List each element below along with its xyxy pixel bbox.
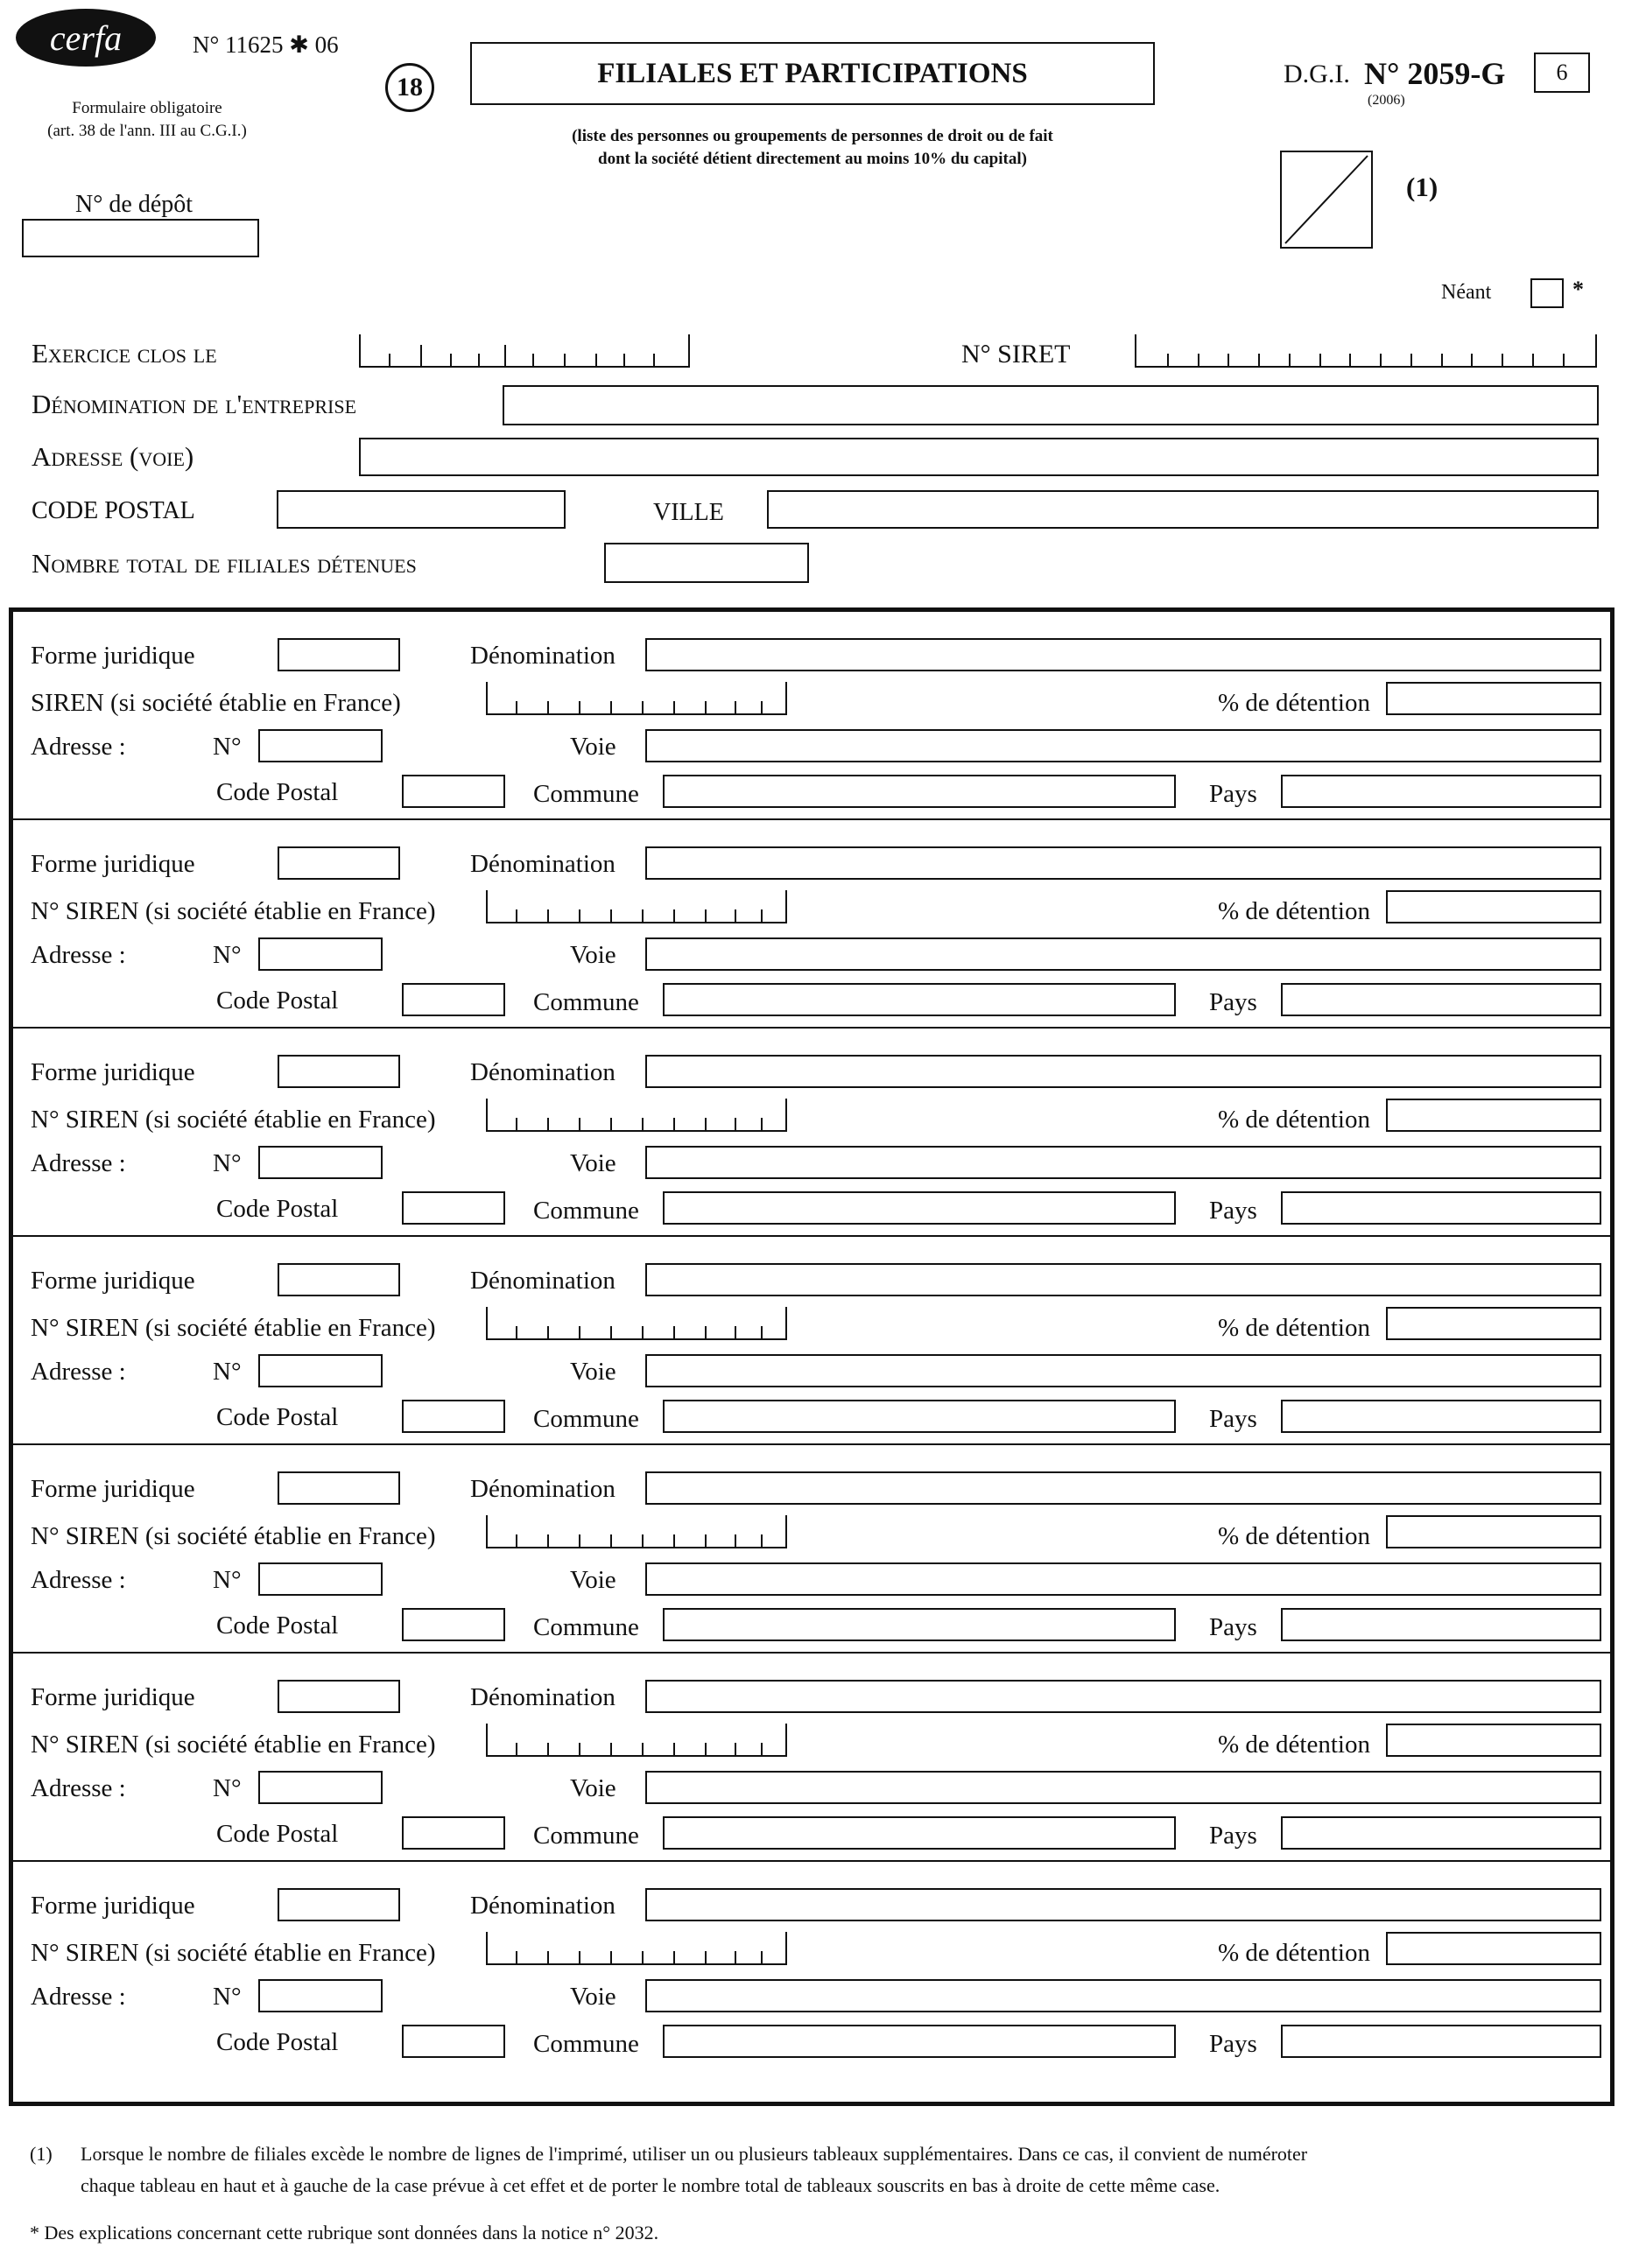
filiale-block xyxy=(13,1237,1610,1445)
page-number-box xyxy=(1534,53,1590,93)
denomination-input[interactable] xyxy=(645,1263,1601,1296)
siren-label: SIREN (si société établie en France) xyxy=(31,689,401,717)
pays-input[interactable] xyxy=(1281,775,1601,808)
form-year: (2006) xyxy=(1368,93,1405,108)
code-postal-input[interactable] xyxy=(402,775,505,808)
denomination-input[interactable] xyxy=(645,1680,1601,1713)
siret-field[interactable] xyxy=(1135,334,1597,368)
detention-label: % de détention xyxy=(1218,897,1370,925)
forme-juridique-label: Forme juridique xyxy=(31,1267,195,1295)
commune-input[interactable] xyxy=(663,1608,1176,1641)
code-postal-input[interactable] xyxy=(402,2025,505,2058)
voie-label: Voie xyxy=(570,1774,616,1802)
detention-label: % de détention xyxy=(1218,1731,1370,1759)
denomination-input[interactable] xyxy=(645,1471,1601,1505)
detention-input[interactable] xyxy=(1386,890,1601,923)
neant-label: Néant xyxy=(1441,281,1492,304)
adresse-voie-label: Adresse (voie) xyxy=(32,441,194,472)
forme-juridique-label: Forme juridique xyxy=(31,850,195,878)
detention-input[interactable] xyxy=(1386,1307,1601,1340)
numero-input[interactable] xyxy=(258,1771,383,1804)
ville-label: VILLE xyxy=(653,499,724,526)
pays-label: Pays xyxy=(1209,2030,1257,2058)
detention-input[interactable] xyxy=(1386,1515,1601,1548)
forme-juridique-input[interactable] xyxy=(278,1680,400,1713)
code-postal-label: Code Postal xyxy=(216,1403,339,1431)
form-number: 18 xyxy=(397,73,423,102)
ville-input[interactable] xyxy=(767,490,1599,529)
cerfa-logo-text: cerfa xyxy=(49,18,123,58)
pays-label: Pays xyxy=(1209,988,1257,1016)
detention-input[interactable] xyxy=(1386,1724,1601,1757)
adresse-label: Adresse : xyxy=(31,733,126,761)
neant-star: * xyxy=(1572,277,1584,302)
detention-label: % de détention xyxy=(1218,1106,1370,1134)
pays-input[interactable] xyxy=(1281,1400,1601,1433)
pays-label: Pays xyxy=(1209,1822,1257,1850)
siren-label: N° SIREN (si société établie en France) xyxy=(31,1522,436,1550)
denomination-label: Dénomination xyxy=(470,1475,616,1503)
detention-input[interactable] xyxy=(1386,1099,1601,1132)
denomination-entreprise-label: Dénomination de l'entreprise xyxy=(32,389,357,419)
voie-label: Voie xyxy=(570,1566,616,1594)
forme-juridique-label: Forme juridique xyxy=(31,1058,195,1086)
adresse-label: Adresse : xyxy=(31,1983,126,2011)
commune-input[interactable] xyxy=(663,1816,1176,1850)
star-footnote: * Des explications concernant cette rubrique sont données dans la notice n° 2032. xyxy=(30,2222,659,2243)
code-postal-input[interactable] xyxy=(402,1400,505,1433)
table-count-box[interactable] xyxy=(1280,151,1373,249)
code-postal-label: Code Postal xyxy=(216,2028,339,2056)
dgi-prefix: D.G.I. xyxy=(1284,60,1350,88)
exercice-date-field[interactable] xyxy=(359,334,690,368)
siren-field[interactable] xyxy=(486,1932,787,1965)
siret-label: N° SIRET xyxy=(961,340,1071,369)
commune-input[interactable] xyxy=(663,775,1176,808)
siren-field[interactable] xyxy=(486,682,787,715)
company-code-postal-label: CODE POSTAL xyxy=(32,497,195,524)
siren-field[interactable] xyxy=(486,1307,787,1340)
siren-field[interactable] xyxy=(486,1724,787,1757)
numero-label: N° xyxy=(213,1983,242,2011)
note-marker: (1) xyxy=(1406,172,1439,202)
denomination-label: Dénomination xyxy=(470,1683,616,1711)
code-postal-label: Code Postal xyxy=(216,1195,339,1223)
filiale-block xyxy=(13,1654,1610,1862)
forme-juridique-label: Forme juridique xyxy=(31,1475,195,1503)
code-postal-label: Code Postal xyxy=(216,778,339,806)
footnote-line-2: chaque tableau en haut et à gauche de la case prévue à cet effet et de porter le nombre total de tableaux souscrits en bas à droite de cette même case. xyxy=(81,2174,1220,2196)
denomination-label: Dénomination xyxy=(470,1267,616,1295)
filiale-block xyxy=(13,1445,1610,1654)
numero-label: N° xyxy=(213,941,242,969)
siren-field[interactable] xyxy=(486,1099,787,1132)
voie-input[interactable] xyxy=(645,937,1601,971)
voie-input[interactable] xyxy=(645,729,1601,762)
numero-label: N° xyxy=(213,1358,242,1386)
denomination-input[interactable] xyxy=(645,1055,1601,1088)
voie-label: Voie xyxy=(570,733,616,761)
numero-label: N° xyxy=(213,1149,242,1177)
voie-label: Voie xyxy=(570,1358,616,1386)
pays-label: Pays xyxy=(1209,1197,1257,1225)
pays-label: Pays xyxy=(1209,1405,1257,1433)
exercice-label: Exercice clos le xyxy=(32,338,217,369)
numero-input[interactable] xyxy=(258,1979,383,2012)
forme-juridique-input[interactable] xyxy=(278,1471,400,1505)
commune-label: Commune xyxy=(533,1405,639,1433)
forme-juridique-input[interactable] xyxy=(278,638,400,671)
detention-label: % de détention xyxy=(1218,1522,1370,1550)
cerfa-logo xyxy=(16,9,156,67)
forme-juridique-label: Forme juridique xyxy=(31,1892,195,1920)
pays-input[interactable] xyxy=(1281,2025,1601,2058)
mandatory-line-2: (art. 38 de l'ann. III au C.G.I.) xyxy=(47,122,247,140)
page-number: 6 xyxy=(1556,60,1568,85)
diagonal-slash-icon xyxy=(1282,152,1371,247)
dgi-number: N° 2059-G xyxy=(1364,56,1506,91)
denomination-label: Dénomination xyxy=(470,850,616,878)
adresse-label: Adresse : xyxy=(31,1149,126,1177)
total-filiales-input[interactable] xyxy=(604,543,809,583)
siren-label: N° SIREN (si société établie en France) xyxy=(31,1731,436,1759)
commune-label: Commune xyxy=(533,780,639,808)
numero-label: N° xyxy=(213,1566,242,1594)
code-postal-label: Code Postal xyxy=(216,1611,339,1640)
commune-label: Commune xyxy=(533,1822,639,1850)
voie-input[interactable] xyxy=(645,1146,1601,1179)
denomination-label: Dénomination xyxy=(470,1892,616,1920)
denomination-entreprise-input[interactable] xyxy=(503,385,1599,425)
forme-juridique-input[interactable] xyxy=(278,846,400,880)
code-postal-label: Code Postal xyxy=(216,1820,339,1848)
denomination-input[interactable] xyxy=(645,1888,1601,1921)
depot-input[interactable] xyxy=(22,219,259,257)
commune-label: Commune xyxy=(533,1613,639,1641)
voie-input[interactable] xyxy=(645,1979,1601,2012)
form-number-circle xyxy=(385,63,434,112)
voie-input[interactable] xyxy=(645,1354,1601,1387)
numero-input[interactable] xyxy=(258,729,383,762)
filiales-table xyxy=(9,607,1614,2106)
depot-label: N° de dépôt xyxy=(75,191,193,218)
voie-label: Voie xyxy=(570,941,616,969)
commune-label: Commune xyxy=(533,1197,639,1225)
numero-label: N° xyxy=(213,1774,242,1802)
adresse-label: Adresse : xyxy=(31,1774,126,1802)
detention-input[interactable] xyxy=(1386,682,1601,715)
voie-label: Voie xyxy=(570,1149,616,1177)
adresse-label: Adresse : xyxy=(31,1566,126,1594)
filiale-block xyxy=(13,612,1610,820)
commune-input[interactable] xyxy=(663,2025,1176,2058)
code-postal-input[interactable] xyxy=(402,983,505,1016)
denomination-label: Dénomination xyxy=(470,642,616,670)
company-code-postal-input[interactable] xyxy=(277,490,566,529)
voie-input[interactable] xyxy=(645,1562,1601,1596)
footnote-marker: (1) xyxy=(30,2143,53,2165)
detention-label: % de détention xyxy=(1218,1939,1370,1967)
commune-input[interactable] xyxy=(663,1191,1176,1225)
commune-input[interactable] xyxy=(663,983,1176,1016)
denomination-input[interactable] xyxy=(645,846,1601,880)
cerfa-number: N° 11625 ✱ 06 xyxy=(193,32,339,58)
code-postal-input[interactable] xyxy=(402,1191,505,1225)
page-title: FILIALES ET PARTICIPATIONS xyxy=(597,58,1028,89)
siren-field[interactable] xyxy=(486,890,787,923)
detention-input[interactable] xyxy=(1386,1932,1601,1965)
pays-input[interactable] xyxy=(1281,1191,1601,1225)
adresse-voie-input[interactable] xyxy=(359,438,1599,476)
commune-label: Commune xyxy=(533,988,639,1016)
title-box xyxy=(470,42,1155,105)
forme-juridique-input[interactable] xyxy=(278,1263,400,1296)
pays-label: Pays xyxy=(1209,1613,1257,1641)
numero-input[interactable] xyxy=(258,1354,383,1387)
mandatory-line-1: Formulaire obligatoire xyxy=(72,99,222,117)
numero-input[interactable] xyxy=(258,1562,383,1596)
pays-input[interactable] xyxy=(1281,1816,1601,1850)
commune-label: Commune xyxy=(533,2030,639,2058)
forme-juridique-label: Forme juridique xyxy=(31,1683,195,1711)
forme-juridique-input[interactable] xyxy=(278,1055,400,1088)
voie-input[interactable] xyxy=(645,1771,1601,1804)
forme-juridique-label: Forme juridique xyxy=(31,642,195,670)
detention-label: % de détention xyxy=(1218,1314,1370,1342)
siren-label: N° SIREN (si société établie en France) xyxy=(31,1939,436,1967)
code-postal-input[interactable] xyxy=(402,1608,505,1641)
code-postal-label: Code Postal xyxy=(216,987,339,1015)
numero-input[interactable] xyxy=(258,937,383,971)
forme-juridique-input[interactable] xyxy=(278,1888,400,1921)
code-postal-input[interactable] xyxy=(402,1816,505,1850)
detention-label: % de détention xyxy=(1218,689,1370,717)
footnote-line-1: Lorsque le nombre de filiales excède le nombre de lignes de l'imprimé, utiliser un ou plusieurs tableaux supplémentaires. Dans ce cas, il convient de numéroter xyxy=(81,2143,1308,2165)
filiale-block xyxy=(13,1862,1610,2070)
siren-label: N° SIREN (si société établie en France) xyxy=(31,897,436,925)
numero-label: N° xyxy=(213,733,242,761)
commune-input[interactable] xyxy=(663,1400,1176,1433)
filiale-block xyxy=(13,1029,1610,1237)
pays-input[interactable] xyxy=(1281,1608,1601,1641)
siren-label: N° SIREN (si société établie en France) xyxy=(31,1314,436,1342)
denomination-input[interactable] xyxy=(645,638,1601,671)
voie-label: Voie xyxy=(570,1983,616,2011)
siren-field[interactable] xyxy=(486,1515,787,1548)
pays-label: Pays xyxy=(1209,780,1257,808)
filiale-block xyxy=(13,820,1610,1029)
pays-input[interactable] xyxy=(1281,983,1601,1016)
denomination-label: Dénomination xyxy=(470,1058,616,1086)
neant-checkbox[interactable] xyxy=(1530,278,1564,308)
subtitle-line-2: dont la société détient directement au moins 10% du capital) xyxy=(598,150,1027,168)
numero-input[interactable] xyxy=(258,1146,383,1179)
adresse-label: Adresse : xyxy=(31,1358,126,1386)
adresse-label: Adresse : xyxy=(31,941,126,969)
total-filiales-label: Nombre total de filiales détenues xyxy=(32,548,417,579)
siren-label: N° SIREN (si société établie en France) xyxy=(31,1106,436,1134)
subtitle-line-1: (liste des personnes ou groupements de personnes de droit ou de fait xyxy=(572,127,1053,145)
